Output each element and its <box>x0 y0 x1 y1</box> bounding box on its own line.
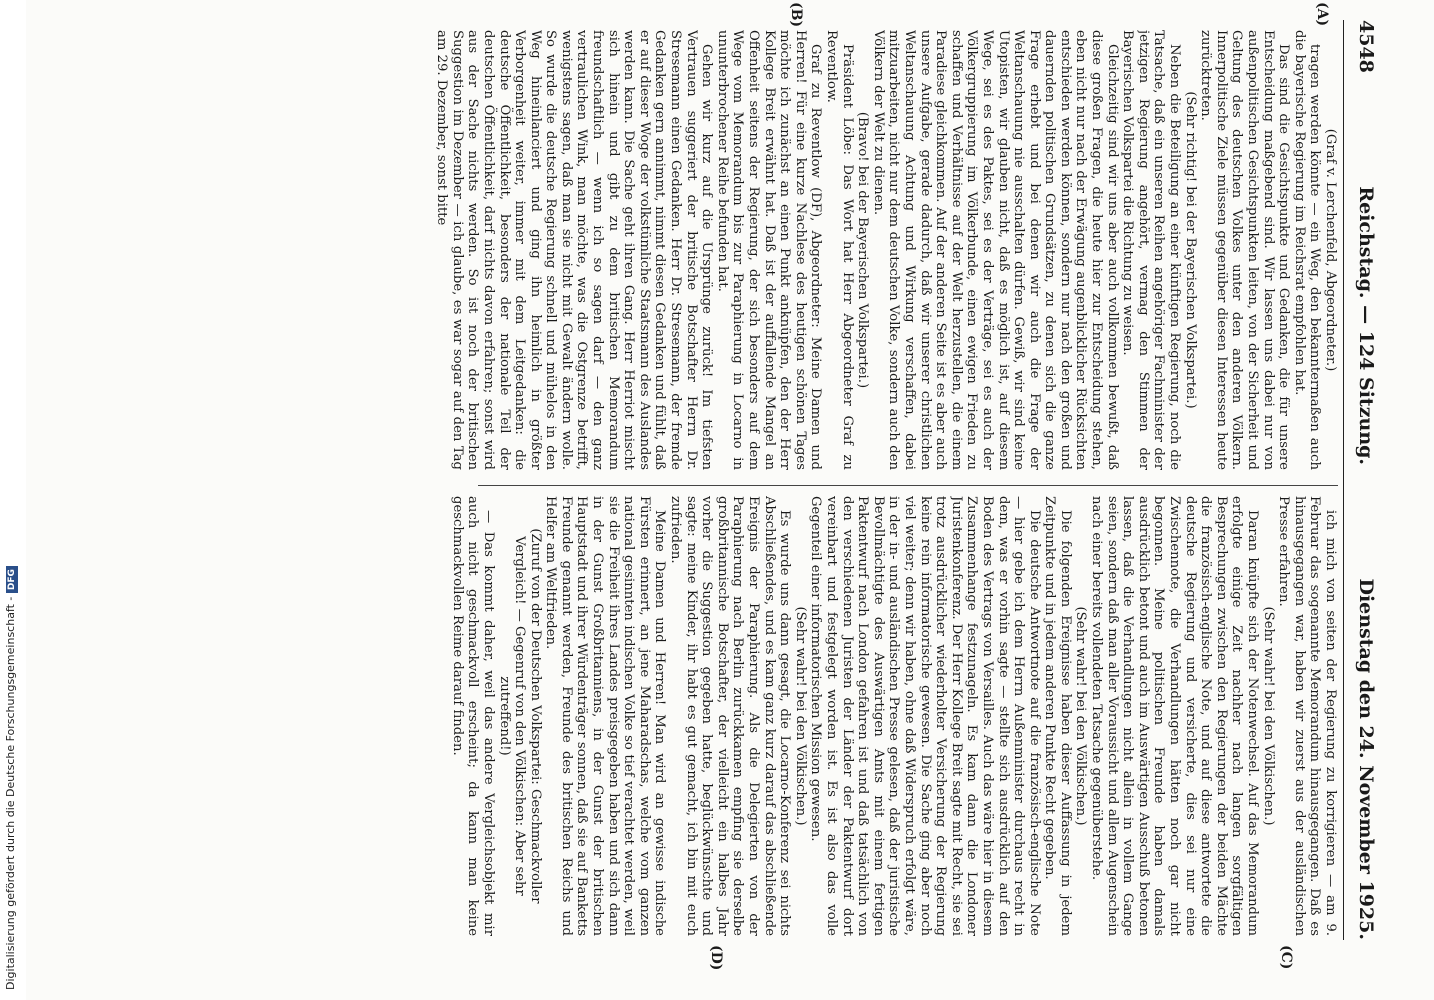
margin-marker-d: (D) <box>708 945 724 971</box>
paragraph: Präsident Löbe: Das Wort hat Herr Abgeordneter Graf zu Reventlow. <box>824 30 855 470</box>
paragraph: (Zuruf von der Deutschen Volkspartei: Geschmackvoller Vergleich! — Gegenruf von den Völkischen: Aber sehr zutreffend!) <box>496 528 543 904</box>
funding-text: Digitalisierung gefördert durch die Deutsche Forschungsgemeinschaft - <box>4 596 17 990</box>
column-right <box>0 496 1338 936</box>
paragraph: tragen werden könnte — ein Weg, den bekanntermaßen auch die bayerische Regierung im Reichsrat empfohlen hat. <box>1291 30 1323 470</box>
paragraph: Neben die Beteiligung an einer künftigen Regierung, noch die Tatsache, daß ein unseren Reihen angehöriger Fachminister der jetzigen Regierung angehört, vermag den Stimmen der Bayerischen Volkspartei die Richtung zu weisen. <box>1120 30 1183 470</box>
margin-marker-a: (A) <box>1314 2 1330 27</box>
margin-marker-c: (C) <box>1278 945 1294 970</box>
paragraph: Meine Damen und Herren! Man wird an gewisse indische Fürsten erinnert, an jene Maharadschas, welche vom ganzen national gesinnten indischen Volke so tief verachtet werden, weil sie die Freiheit ihres Landes preisgegeben haben und sich dann in der Gunst Großbritanniens, in der Gunst der britischen Hauptstadt und ihrer Würdenträger sonnen, daß sie auf Banketts Freunde genannt werden, Freunde des britischen Reichs und Helfer am Weltfrieden. <box>543 496 668 936</box>
dfg-logo-icon: DFG <box>6 566 18 593</box>
paragraph: ich mich von seiten der Regierung zu korrigieren — am 9. Februar das sogenannte Memorandum hinausgegangen. Daß es hinausgegangen war, haben wir zuerst aus der ausländischen Presse erfahren. <box>1276 496 1338 936</box>
paragraph: Das sind die Gesichtspunkte und Gedanken, die für unsere Entscheidung maßgebend sind. Wir lassen uns dabei nur von außenpolitischen Gesichtspunkten leiten, von der Sicherheit und Geltung des deutschen Volkes unter den anderen Völkern. Innerpolitische Ziele müssen gegenüber diesen Interessen heute zurücktreten. <box>1198 30 1292 470</box>
paragraph: (Sehr wahr! bei den Völkischen.) <box>1260 606 1276 826</box>
page-header <box>1346 20 1386 940</box>
paragraph: Die folgenden Ereignisse haben dieser Auffassung in jedem Zeitpunkte und in jedem anderen Punkte Recht gegeben. <box>1042 496 1073 936</box>
paragraph: Daran knüpfte sich der Notenwechsel. Auf das Memorandum erfolgte einige Zeit nachher nach langen sorgfältigen Besprechungen zwischen den Regierungen der beiden Mächte die französisch-englische Note, und auf diese antwortete die deutsche Regierung und versicherte, dies sei nur eine Zwischennote, die Verhandlungen hätten noch gar nicht begonnen. Meine politischen Freunde haben damals ausdrücklich betont und auch im Auswärtigen Ausschuß betonen lassen, daß die Verhandlungen nicht allein in vollem Gange seien, sondern daß man aller Voraussicht und allem Augenschein nach einer bereits vollendeten Tatsache gegenüberstehe. <box>1089 496 1261 936</box>
paragraph: Gehen wir kurz auf die Ursprünge zurück! Im tiefsten Vertrauen suggeriert der britische Botschafter Herrn Dr. Stresemann einen Gedanken. Herr Dr. Stresemann, der fremde Gedanken gern annimmt, nimmt diesen Gedanken und fühlt, daß er auf dieser Woge der volkstümliche Staatsmann des Auslandes werden kann. Die Sache geht ihren Gang. Herr Herriot mischt sich hinein und gibt zu dem britischen Memorandum freundschaftlich — wenn ich so sagen darf — den ganz vertraulichen Wink, man möchte, was die Ostgrenze betrifft, wenigstens sagen, daß man sie nicht mit Gewalt ändern wolle. So wurde die deutsche Regierung schnell und mühelos in den Weg hineinlanciert und ging ihn heimlich in größter Verborgenheit weiter, immer mit dem Leitgedanken: die deutsche Öffentlichkeit, besonders der nationale Teil der deutschen Öffentlichkeit, darf nichts davon erfahren; sonst wird aus der Sache nichts werden. So ist noch der britischen Suggestion im Dezember — ich glaube, es war sogar auf den Tag am 29. Dezember, sonst bitte <box>434 30 715 470</box>
header-rule <box>1343 20 1344 940</box>
paragraph: (Graf v. Lerchenfeld, Abgeordneter.) <box>1323 128 1338 372</box>
paragraph: (Bravo! bei der Bayerischen Volkspartei.) <box>855 111 871 389</box>
paragraph: Es wurde uns dann gesagt, die Locarno-Konferenz sei nichts Abschließendes, und es kam ganz kurz darauf das abschließende Ereignis der Paraphierung. Als die Delegierten von der Paraphierung nach Berlin zurückkamen empfing sie derselbe großbritannische Botschafter, der vielleicht ein halbes Jahr vorher die Suggestion gegeben hatte, beglückwünschte und sagte: meine Kinder, ihr habt es gut gemacht, ich bin mit euch zufrieden. <box>668 496 793 936</box>
paragraph: Graf zu Reventlow (DF), Abgeordneter: Meine Damen und Herren! Für eine kurze Nachlese des heutigen schönen Tages möchte ich zunächst an einen Punkt anknüpfen, den der Herr Kollege Breit erwähnt hat. Daß ist der auffallende Mangel an Offenheit seitens der Regierung, der sich besonders auf dem Wege vom Memorandum bis zur Paraphierung in Locarno in ununterbrochener Reihe befunden hat. <box>714 30 824 470</box>
paragraph: — Das kommt daher, weil das andere Vergleichsobjekt mir auch nicht geschmackvoll erscheint; da kann man keine geschmackvollen Reime darauf finden. <box>449 496 496 936</box>
header-center: Reichstag. — 124 Sitzung. <box>1355 186 1377 466</box>
paragraph: (Sehr richtig! bei der Bayerischen Volkspartei.) <box>1182 91 1198 409</box>
column-divider <box>478 485 1338 486</box>
paragraph: (Sehr wahr! bei den Völkischen.) <box>792 606 808 826</box>
paragraph: (Sehr wahr! bei den Völkischen.) <box>1073 606 1089 826</box>
page-number: 4548 <box>1355 20 1377 73</box>
header-date: Dienstag den 24. November 1925. <box>1355 578 1377 940</box>
margin-marker-b: (B) <box>788 2 804 28</box>
paragraph: Die deutsche Antwortnote auf die französisch-englische Note — hier gebe ich dem Herrn Außenminister durchaus recht in dem, was er vorhin sagte — stellte sich ausdrücklich auf den Boden des Vertrags von Versailles. Auch das wäre hier in diesem Zusammenhange festzunageln. Es kam dann die Londoner Juristenkonferenz. Der Herr Kollege Breit sagte mit Recht, sie sei trotz ausdrücklicher wiederholter Versicherung der Regierung keine rein informatorische gewesen. Die Sache ging aber noch viel weiter; denn wir haben, ohne daß Widerspruch erfolgt wäre, in der in- und ausländischen Presse gelesen, daß der juristische Bevollmächtigte des Auswärtigen Amts mit einem fertigen Paktentwurf nach London gefahren ist und daß tatsächlich von den verschiedenen Juristen der Länder der Paktentwurf dort vereinbart und festgelegt worden ist. Es ist also das volle Gegenteil einer informatorischen Mission gewesen. <box>808 496 1042 936</box>
column-left <box>0 30 1338 470</box>
paragraph: Gleichzeitig sind wir uns aber auch vollkommen bewußt, daß diese großen Fragen, die heute hier zur Entscheidung stehen, eben nicht nur nach der Erwägung augenblicklicher Rücksichten entschieden werden können, sondern nur nach den großen und dauernden politischen Grundsätzen, zu denen sich die ganze Frage erhebt und bei denen wir auch die Frage der Weltanschauung nie ausschalten dürfen. Gewiß, wir sind keine Utopisten, wir glauben nicht, daß es möglich ist, auf diesem Wege, sei es des Paktes, sei es der Verträge, sei es auch der Völkergruppierung im Völkerbunde, einen ewigen Frieden zu schaffen und Verhältnisse auf der Welt herzustellen, die einem Paradiese gleichkommen. Auf der anderen Seite ist es aber auch unsere Aufgabe, gerade dadurch, daß wir unserer christlichen Weltanschauung Achtung und Wirkung verschaffen, dabei mitzuarbeiten, nicht nur dem deutschen Volke, sondern auch den Völkern der Welt zu dienen. <box>870 30 1120 470</box>
